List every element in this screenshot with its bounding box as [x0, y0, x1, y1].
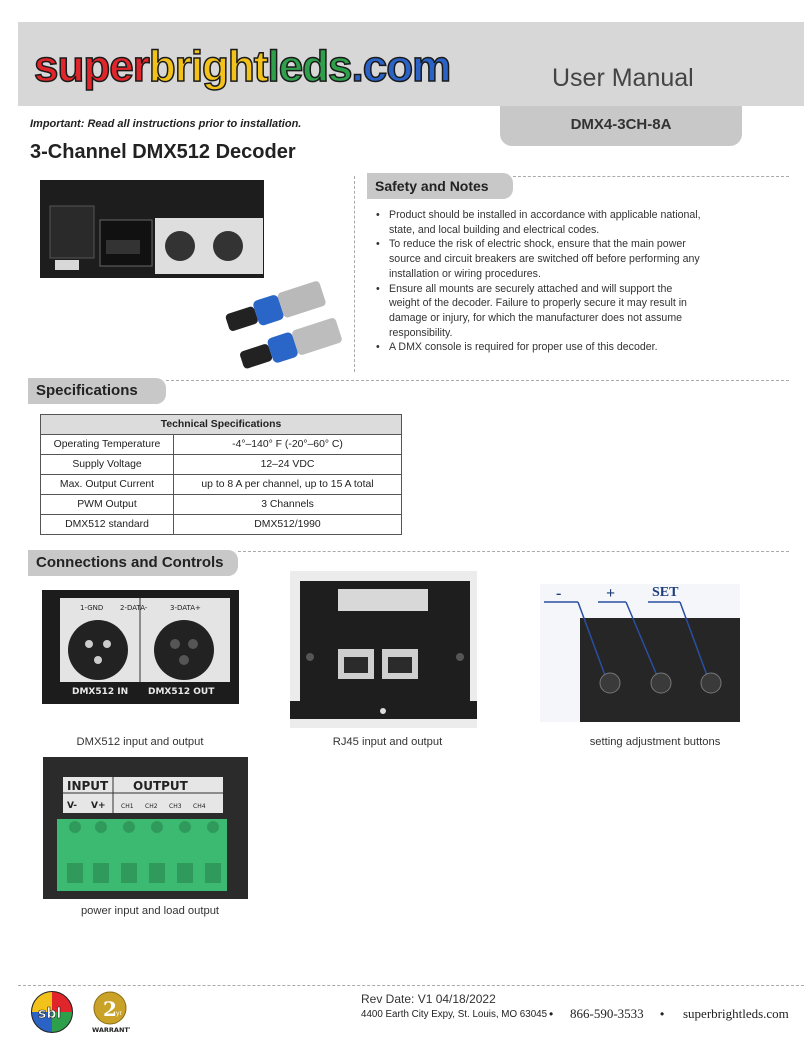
spec-value: 3 Channels — [174, 495, 402, 515]
ch4-label: CH4 — [193, 803, 206, 810]
document-title: 3-Channel DMX512 Decoder — [30, 141, 296, 163]
spec-table-header: Technical Specifications — [41, 415, 402, 435]
revision-date: Rev Date: V1 04/18/2022 — [361, 992, 496, 1006]
power-terminal-image — [43, 757, 248, 899]
safety-item: • Product should be installed in accordance with applicable national, state, and local building and electrical codes. — [372, 208, 702, 237]
table-row — [41, 495, 402, 515]
vminus-label: V- — [67, 801, 78, 811]
pin-label: 1-GND — [80, 604, 104, 612]
vplus-label: V+ — [91, 801, 106, 811]
dmx-ports-graphic — [42, 590, 239, 704]
logo-part-leds: leds — [267, 42, 352, 91]
pin-label: 2-DATA- — [120, 604, 148, 612]
warranty-suffix: yr — [116, 1010, 123, 1017]
safety-item: • To reduce the risk of electric shock, ensure that the main power source and circuit breakers are switched off before performing any installation or wiring procedures. — [372, 237, 702, 281]
caption-power: power input and load output — [80, 905, 220, 917]
spec-key: DMX512 standard — [41, 515, 174, 535]
specifications-rule — [166, 380, 789, 381]
adjustment-buttons-image — [540, 584, 740, 722]
spec-table — [40, 414, 402, 535]
logo-part-com: .com — [351, 42, 451, 91]
caption-dmx: DMX512 input and output — [76, 736, 204, 748]
safety-item: • A DMX console is required for proper use of this decoder. — [372, 340, 702, 355]
xlr-connectors-image — [222, 270, 352, 374]
logo-part-super: super — [34, 42, 149, 91]
caption-rj45: RJ45 input and output — [332, 736, 443, 748]
decoder-product-image — [40, 180, 264, 278]
spec-key: Operating Temperature — [41, 435, 174, 455]
rj45-ports-graphic — [290, 571, 477, 728]
input-label: INPUT — [67, 779, 109, 793]
connections-heading: Connections and Controls — [28, 550, 238, 576]
model-number-tab: DMX4-3CH-8A — [500, 106, 742, 146]
dmx-out-label: DMX512 OUT — [148, 687, 215, 697]
spec-value: up to 8 A per channel, up to 15 A total — [174, 475, 402, 495]
safety-rule — [513, 176, 789, 177]
sbl-logo-text: sbl — [38, 1006, 62, 1022]
safety-item: • Ensure all mounts are securely attached and will support the weight of the decoder. Failure to properly secure it may result in damage or injury, for which the manufacturer does not assume responsibility. — [372, 282, 702, 341]
manual-title: User Manual — [552, 64, 694, 92]
warranty-label: WARRANTY — [92, 1026, 130, 1034]
adjustment-buttons-graphic — [540, 584, 740, 722]
caption-buttons: setting adjustment buttons — [589, 736, 721, 748]
decoder-front-panel-graphic — [40, 180, 264, 278]
ch1-label: CH1 — [121, 803, 134, 810]
table-row — [41, 515, 402, 535]
website-link[interactable]: superbrightleds.com — [683, 1006, 789, 1021]
company-address: 4400 Earth City Expy, St. Louis, MO 63045 — [361, 1009, 548, 1020]
sbl-logo-graphic — [30, 990, 74, 1034]
spec-key: Max. Output Current — [41, 475, 174, 495]
ch2-label: CH2 — [145, 803, 158, 810]
dmx-ports-image — [42, 590, 239, 704]
spec-key: Supply Voltage — [41, 455, 174, 475]
set-label: SET — [652, 585, 679, 600]
footer-separator: • — [549, 1007, 554, 1021]
safety-list — [372, 208, 702, 355]
spec-value: -4°–140° F (-20°–60° C) — [174, 435, 402, 455]
phone-number: 866-590-3533 — [570, 1006, 644, 1021]
table-row — [41, 435, 402, 455]
footer-separator: • — [660, 1007, 665, 1021]
specifications-heading: Specifications — [28, 378, 166, 404]
plus-label: + — [606, 585, 616, 602]
pin-label: 3-DATA+ — [170, 604, 201, 612]
table-row — [41, 475, 402, 495]
dmx-in-label: DMX512 IN — [72, 687, 129, 697]
safety-divider — [354, 176, 355, 372]
sbl-logo — [30, 990, 74, 1034]
rj45-ports-image — [290, 571, 477, 728]
spec-value: DMX512/1990 — [174, 515, 402, 535]
xlr-connectors-graphic — [222, 270, 352, 374]
warranty-badge-graphic — [90, 990, 130, 1034]
logo-part-bright: bright — [148, 42, 268, 91]
minus-label: - — [556, 585, 562, 602]
warranty-years: 2 — [103, 997, 117, 1021]
table-row — [41, 455, 402, 475]
warranty-badge — [90, 990, 130, 1034]
footer-rule — [18, 985, 804, 986]
output-label: OUTPUT — [133, 779, 188, 793]
connections-rule — [238, 551, 789, 552]
important-note: Important: Read all instructions prior to installation. — [30, 118, 302, 130]
safety-heading: Safety and Notes — [367, 173, 513, 199]
ch3-label: CH3 — [169, 803, 182, 810]
power-terminal-graphic — [43, 757, 248, 899]
brand-logo — [34, 42, 450, 92]
spec-key: PWM Output — [41, 495, 174, 515]
spec-value: 12–24 VDC — [174, 455, 402, 475]
